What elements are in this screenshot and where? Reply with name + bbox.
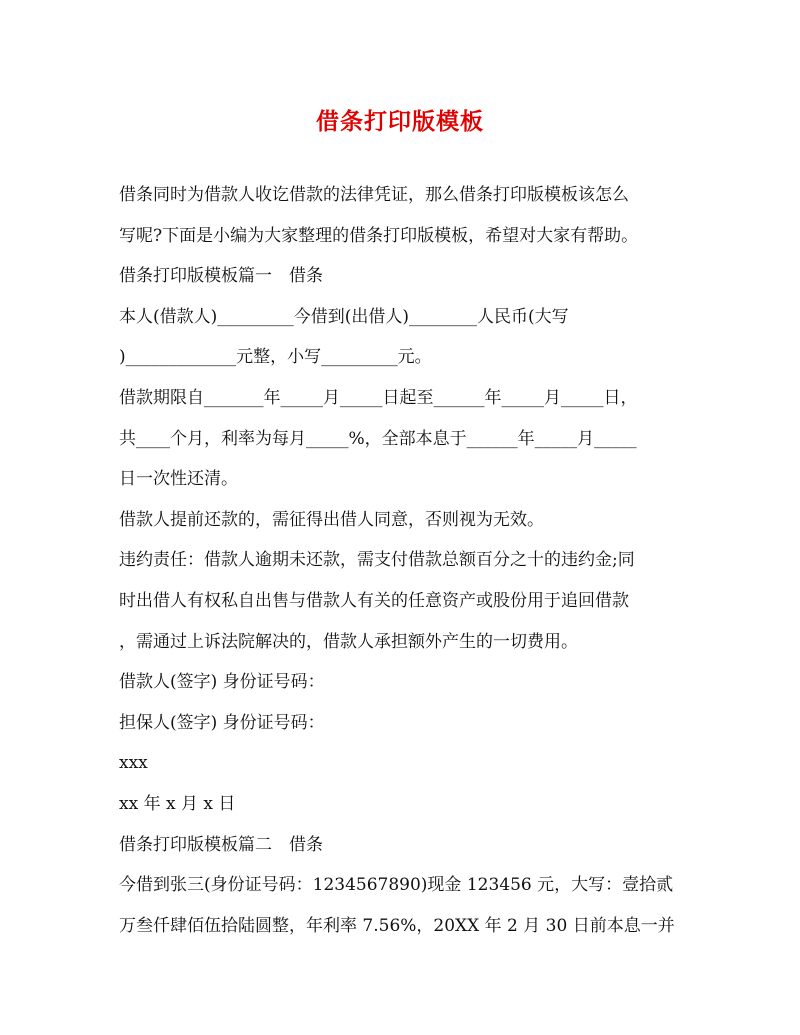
body-line: 日一次性还清。	[119, 469, 238, 490]
borrower-signature-line: 借款人(签字) 身份证号码：	[119, 672, 325, 693]
body-line: ，需通过上诉法院解决的，借款人承担额外产生的一切费用。	[119, 631, 578, 652]
body-line: 今借到张三(身份证号码：1234567890)现金 123456 元，大写：壹拾贰	[119, 875, 674, 896]
document-title: 借条打印版模板	[316, 108, 484, 135]
guarantor-signature-line: 担保人(签字) 身份证号码：	[119, 712, 325, 733]
document-body	[119, 175, 689, 946]
body-line: 违约责任：借款人逾期未还款，需支付借款总额百分之十的违约金;同	[119, 550, 635, 571]
body-line: 借条同时为借款人收讫借款的法律凭证，那么借条打印版模板该怎么	[119, 185, 629, 205]
signature-date: xx 年 x 月 x 日	[119, 793, 236, 814]
body-line: 借款期限自_______年_____月_____日起至______年_____月_____日，	[119, 387, 638, 408]
body-line: 写呢?下面是小编为大家整理的借条打印版模板，希望对大家有帮助。	[119, 225, 639, 246]
body-line: 借款人提前还款的，需征得出借人同意，否则视为无效。	[119, 509, 544, 530]
body-line: 共____个月，利率为每月_____%，全部本息于______年_____月_____	[119, 428, 637, 449]
body-line: 时出借人有权私自出售与借款人有关的任意资产或股份用于追回借款	[119, 590, 629, 611]
section-heading-2: 借条打印版模板篇二 借条	[119, 834, 323, 855]
body-line: 本人(借款人)_________今借到(出借人)________人民币(大写	[119, 306, 569, 327]
body-line: )_____________元整，小写_________元。	[119, 347, 432, 368]
signer-name: xxx	[119, 753, 148, 774]
body-line: 万叁仟肆佰伍拾陆圆整，年利率 7.56%，20XX 年 2 月 30 日前本息一并	[119, 915, 675, 936]
section-heading-1: 借条打印版模板篇一 借条	[119, 266, 323, 287]
